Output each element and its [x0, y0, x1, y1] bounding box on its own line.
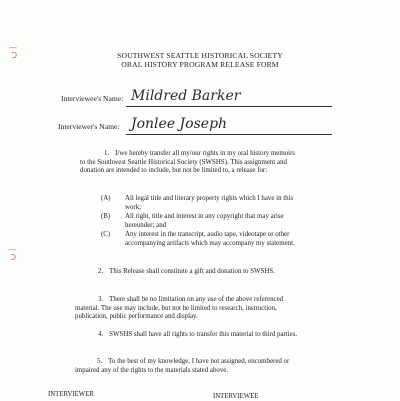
clause-4-number: 4. [98, 331, 104, 338]
clause-2-number: 2. [98, 268, 104, 275]
clause-1-text: I/we hereby transfer all my/our rights in my oral history memoirs to the Southwest Seattle Historical Society (SWSHS). This assignment and donation are intended to include, but not be limited to, a release for: [80, 150, 296, 175]
interviewer-signature-label: INTERVIEWER [48, 391, 94, 398]
interviewee-underline [126, 106, 332, 107]
clause-5 [75, 358, 301, 375]
form-organization-title: SOUTHWEST SEATTLE HISTORICAL SOCIETY [117, 51, 283, 60]
clause-1 [80, 150, 302, 176]
interviewee-signature[interactable]: Mildred Barker [131, 88, 241, 104]
subitem-a-mark: (A) [101, 195, 111, 202]
clause-5-text: To the best of my knowledge, I have not assigned, encumbered or impaired any of the rights to the materials stated above. [75, 358, 290, 374]
subitem-c-text: Any interest in the transcript, audio tape, videotape or other accompanying artifacts which may accompany my statement. [125, 231, 295, 247]
interviewer-signature[interactable]: Jonlee Joseph [131, 116, 228, 132]
clause-3-number: 3. [98, 296, 104, 303]
interviewee-label: Interviewee's Name: [61, 94, 124, 103]
clause-3-text: There shall be no limitation on any use of the above referenced material. The use may include, but not be limited to research, instruction, publication, public performance and display. [75, 296, 284, 321]
clause-5-number: 5. [97, 358, 103, 365]
clause-2-text: This Release shall constitute a gift and donation to SWSHS. [109, 268, 275, 275]
subitem-a-text: All legal title and literary property rights which I have in this work; [125, 195, 294, 211]
subitem-b-mark: (B) [101, 213, 111, 220]
subitem-c-mark: (C) [101, 231, 111, 238]
form-title: ORAL HISTORY PROGRAM RELEASE FORM [121, 60, 279, 69]
clause-3 [75, 296, 301, 322]
subitem-b [101, 213, 301, 231]
interviewee-signature-label: INTERVIEWEE [213, 393, 259, 400]
clause-4 [75, 331, 301, 340]
clause-1-number: 1. [104, 150, 110, 157]
subitem-b-text: All right, title and interest in any copyright that may arise hereunder; and [125, 213, 284, 229]
interviewer-label: Interviewer's Name: [58, 122, 120, 131]
interviewer-underline [126, 134, 332, 135]
margin-mark-top: — Ↄ [9, 43, 18, 60]
subitem-c [101, 231, 301, 258]
clause-2 [75, 268, 297, 277]
subitem-a [101, 195, 301, 213]
margin-mark-bottom: — Ↄ [8, 245, 17, 262]
clause-4-text: SWSHS shall have all rights to transfer this material to third parties. [109, 331, 298, 338]
